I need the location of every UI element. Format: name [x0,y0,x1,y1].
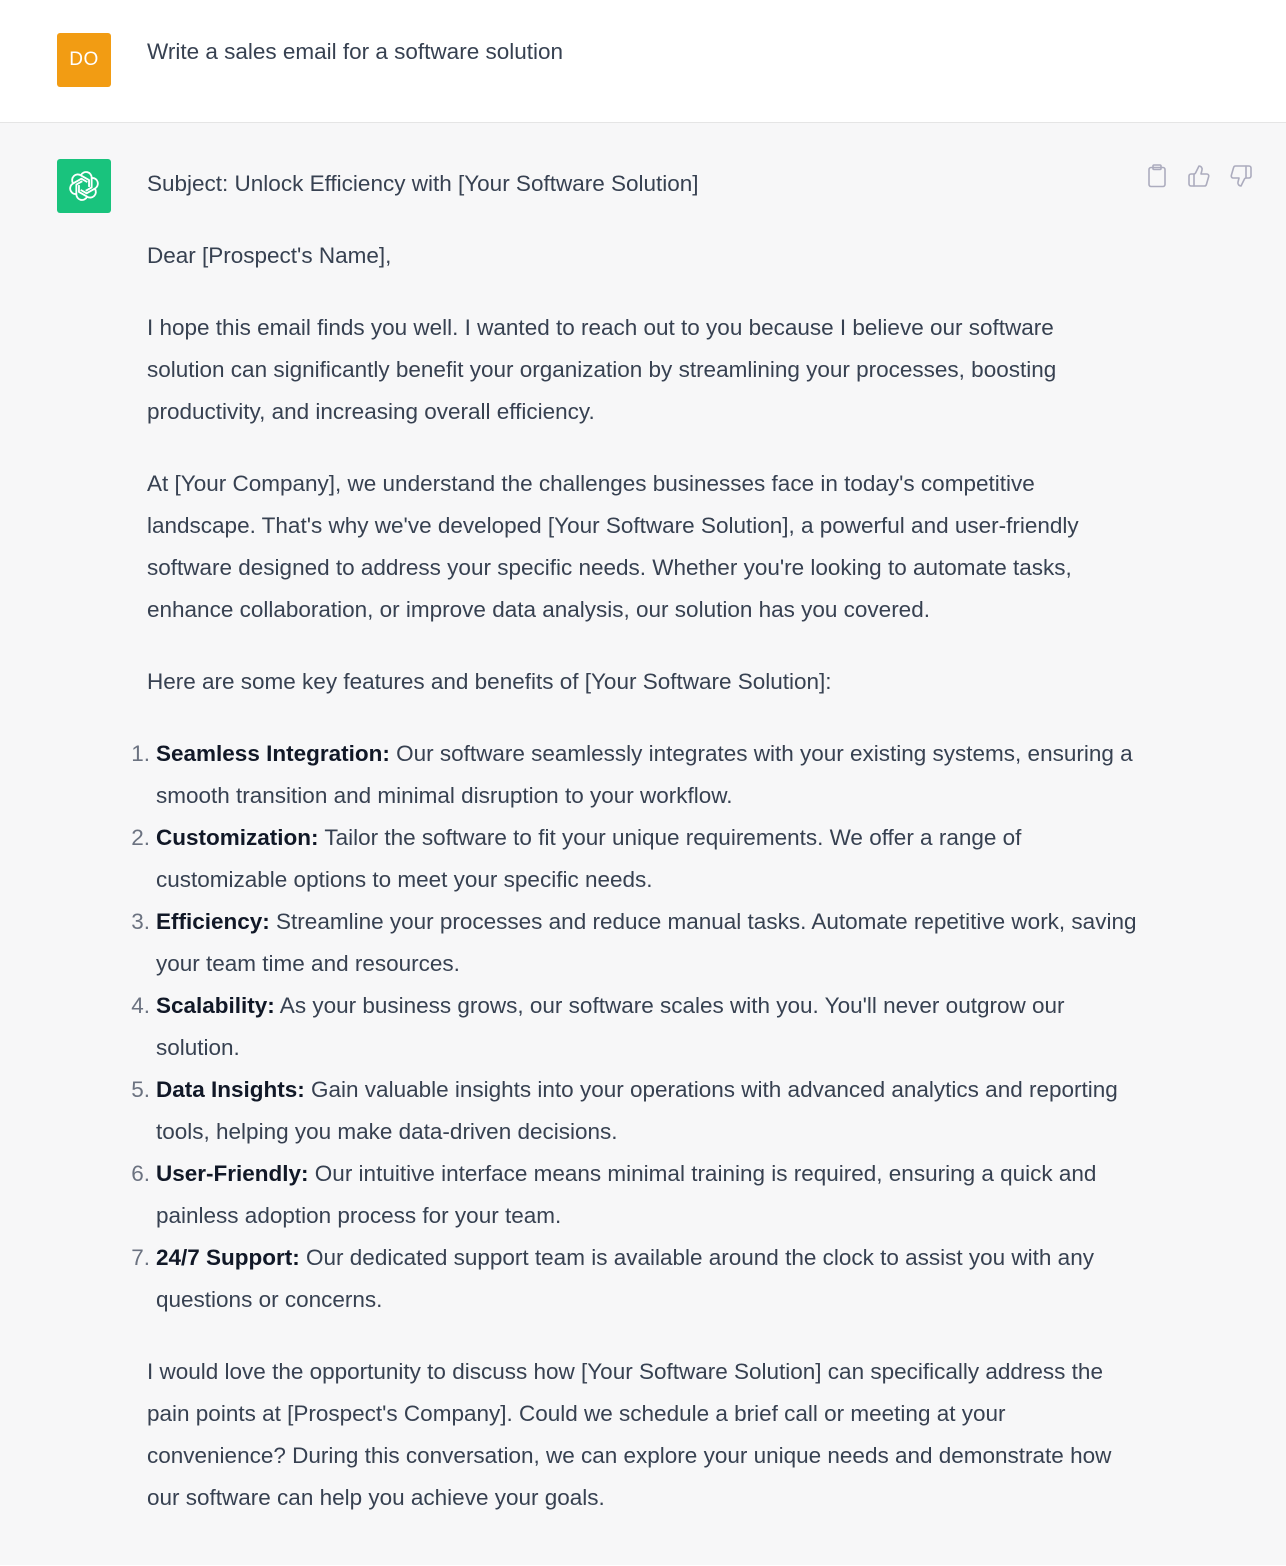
feature-title: Efficiency: [156,909,270,934]
feature-title: 24/7 Support: [156,1245,300,1270]
list-item [131,733,1137,817]
clipboard-icon [1146,164,1168,188]
assistant-response [131,163,1137,1549]
list-item [131,1153,1137,1237]
message-actions [1144,163,1254,189]
feature-text: Our software seamlessly integrates with your existing systems, ensuring a smooth transition and minimal disruption to your workflow. [156,741,1133,808]
openai-logo-icon [67,169,101,203]
user-message [0,0,1286,123]
email-closing: I would love the opportunity to discuss how [Your Software Solution] can specifically address the pain points at [Prospect's Company]. Could we schedule a brief call or meeting at your convenience? During this conversation, we can explore your unique needs and demonstrate how our software can help you achieve your goals. [147,1359,1112,1510]
feature-text: Our intuitive interface means minimal training is required, ensuring a quick and painless adoption process for your team. [156,1161,1097,1228]
user-prompt-text: Write a sales email for a software solution [147,39,564,64]
thumbs-down-icon [1229,164,1253,188]
feature-text: As your business grows, our software scales with you. You'll never outgrow our solution. [156,993,1065,1060]
feature-title: Customization: [156,825,319,850]
list-item [131,817,1137,901]
list-number: 6. [131,1161,150,1186]
list-item [131,1237,1137,1321]
email-greeting: Dear [Prospect's Name], [147,243,392,268]
feature-text: Streamline your processes and reduce manual tasks. Automate repetitive work, saving your team time and resources. [156,909,1137,976]
email-paragraph-company: At [Your Company], we understand the challenges businesses face in today's competitive landscape. That's why we've developed [Your Software Solution], a powerful and user-friendly software designed to address your specific needs. Whether you're looking to automate tasks, enhance collaboration, or improve data analysis, our solution has you covered. [147,471,1079,622]
feature-text: Our dedicated support team is available around the clock to assist you with any questions or concerns. [156,1245,1094,1312]
feature-text: Tailor the software to fit your unique requirements. We offer a range of customizable options to meet your specific needs. [156,825,1022,892]
thumbs-up-button[interactable] [1186,163,1212,189]
list-number: 4. [131,993,150,1018]
features-intro: Here are some key features and benefits of [Your Software Solution]: [147,669,832,694]
list-number: 1. [131,741,150,766]
list-item [131,985,1137,1069]
feature-title: Scalability: [156,993,275,1018]
list-number: 2. [131,825,150,850]
copy-button[interactable] [1144,163,1170,189]
list-number: 5. [131,1077,150,1102]
feature-title: Seamless Integration: [156,741,390,766]
features-list [131,733,1137,1321]
list-item [131,1069,1137,1153]
list-item [131,901,1137,985]
thumbs-down-button[interactable] [1228,163,1254,189]
feature-title: Data Insights: [156,1077,305,1102]
email-subject: Subject: Unlock Efficiency with [Your Software Solution] [147,171,699,196]
email-paragraph-intro: I hope this email finds you well. I wanted to reach out to you because I believe our software solution can significantly benefit your organization by streamlining your processes, boosting productivity, and increasing overall efficiency. [147,315,1057,424]
feature-title: User-Friendly: [156,1161,309,1186]
user-avatar [57,33,111,87]
list-number: 7. [131,1245,150,1270]
feature-text: Gain valuable insights into your operations with advanced analytics and reporting tools, helping you make data-driven decisions. [156,1077,1118,1144]
thumbs-up-icon [1187,164,1211,188]
user-initials: DO [69,49,99,70]
list-number: 3. [131,909,150,934]
assistant-avatar [57,159,111,213]
assistant-message [0,123,1286,1565]
